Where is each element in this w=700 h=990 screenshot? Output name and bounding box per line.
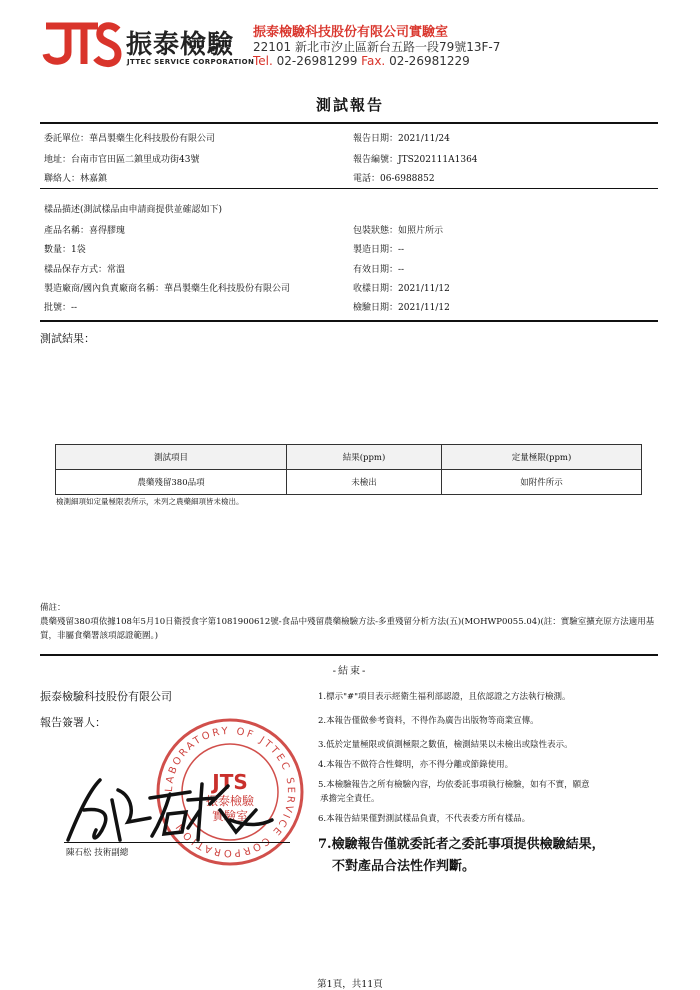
lab-name: 振泰檢驗科技股份有限公司實驗室 <box>253 25 449 40</box>
handwritten-signature <box>60 770 280 850</box>
batch-number: 批號：-- <box>44 303 78 313</box>
lab-contact <box>253 54 470 68</box>
note-item: 4.本報告不做符合性聲明，亦不得分離或節錄使用。 <box>318 760 514 770</box>
note-item: 2.本報告僅做參考資料，不得作為廣告出版物等商業宣傳。 <box>318 716 539 726</box>
remark-label: 備註： <box>40 603 66 613</box>
seal-line-1: 振泰檢驗 <box>205 794 255 808</box>
seal-mark: JTS <box>212 770 248 794</box>
logo-english-name: JTTEC SERVICE CORPORATION <box>127 58 255 66</box>
results-table <box>55 444 642 495</box>
seal-line-2: 實驗室 <box>211 809 249 823</box>
note-item: 承擔完全責任。 <box>320 794 380 804</box>
received-date: 收樣日期：2021/11/12 <box>353 284 450 294</box>
package-state: 包裝狀態：如照片所示 <box>353 226 444 236</box>
seal-ring-text: LABORATORY OF JTTEC SERVICE CORPORATION <box>163 725 297 859</box>
client-address: 地址：台南市官田區二鎮里成功街43號 <box>44 155 200 165</box>
jts-logo-icon <box>40 18 122 68</box>
note-7-line-1: 7.檢驗報告僅就委託者之委託事項提供檢驗結果， <box>318 837 605 852</box>
remark-block <box>40 601 656 643</box>
column-header: 定量極限(ppm) <box>442 445 642 470</box>
note-item-7 <box>318 834 658 878</box>
divider <box>40 122 658 124</box>
expiry-date: 有效日期：-- <box>353 265 405 275</box>
signature-line <box>64 842 290 843</box>
page-number: 第1頁，共11頁 <box>317 979 383 990</box>
table-cell: 農藥殘留380品項 <box>56 470 287 495</box>
product-name: 產品名稱：喜得膠瑰 <box>44 226 126 236</box>
storage-method: 樣品保存方式：常溫 <box>44 265 126 275</box>
client-contact: 聯絡人：林嘉鎮 <box>44 174 108 184</box>
lab-address: 22101 新北市汐止區新台五路一段79號13F-7 <box>253 40 501 54</box>
note-7-line-2: 不對產品合法性作判斷。 <box>332 859 476 874</box>
company-name: 振泰檢驗科技股份有限公司 <box>40 690 172 703</box>
report-number: 報告編號：JTS202111A1364 <box>353 155 478 165</box>
remark-text: 農藥殘留380項依據108年5月10日衛授食字第1081900612號-食品中殘留農藥檢驗方法-多重殘留分析方法(五)(MOHWP0055.04)(註：實驗室擴充原方法適用基質，非屬食藥署該項認證範圍。) <box>40 617 655 641</box>
sample-quantity: 數量：1袋 <box>44 245 86 255</box>
page-title: 測試報告 <box>315 96 384 114</box>
table-row <box>56 470 642 495</box>
tel-label: Tel. <box>253 54 273 68</box>
signer-label: 報告簽署人： <box>40 716 106 729</box>
fax-label: Fax. <box>361 54 386 68</box>
manufacturer: 製造廠商/國內負責廠商名稱：華昌製藥生化科技股份有限公司 <box>44 284 291 294</box>
fax-number: 02-26981229 <box>389 54 470 68</box>
end-mark: -結束- <box>332 666 368 677</box>
results-heading: 測試結果： <box>40 332 95 345</box>
test-date: 檢驗日期：2021/11/12 <box>353 303 450 313</box>
report-date: 報告日期：2021/11/24 <box>353 134 450 144</box>
note-item: 6.本報告結果僅對測試樣品負責，不代表委方所有樣品。 <box>318 814 531 824</box>
table-cell: 如附件所示 <box>442 470 642 495</box>
table-header-row <box>56 445 642 470</box>
signer-name: 陳石松 技術副總 <box>66 848 129 858</box>
note-item: 1.標示"#"項目表示經衛生福利部認證，且依認證之方法執行檢測。 <box>318 692 571 702</box>
column-header: 結果(ppm) <box>287 445 442 470</box>
manufacture-date: 製造日期：-- <box>353 245 405 255</box>
table-note: 檢測細項如定量極限表所示，未列之農藥細項皆未檢出。 <box>56 497 244 506</box>
divider <box>40 188 658 189</box>
note-item: 3.低於定量極限或偵測極限之數值，檢測結果以未檢出或陰性表示。 <box>318 740 573 750</box>
client-phone: 電話：06-6988852 <box>353 174 435 184</box>
sample-description: 樣品描述(測試樣品由申請商提供並確認如下) <box>44 205 223 215</box>
column-header: 測試項目 <box>56 445 287 470</box>
note-item: 5.本檢驗報告之所有檢驗內容，均依委託事項執行檢驗，如有不實，願意 <box>318 780 590 790</box>
client-unit: 委託單位：華昌製藥生化科技股份有限公司 <box>44 134 216 144</box>
divider <box>40 654 658 656</box>
tel-number: 02-26981299 <box>276 54 358 68</box>
divider <box>40 320 658 322</box>
table-cell: 未檢出 <box>287 470 442 495</box>
logo-chinese-name: 振泰檢驗 <box>126 30 235 60</box>
